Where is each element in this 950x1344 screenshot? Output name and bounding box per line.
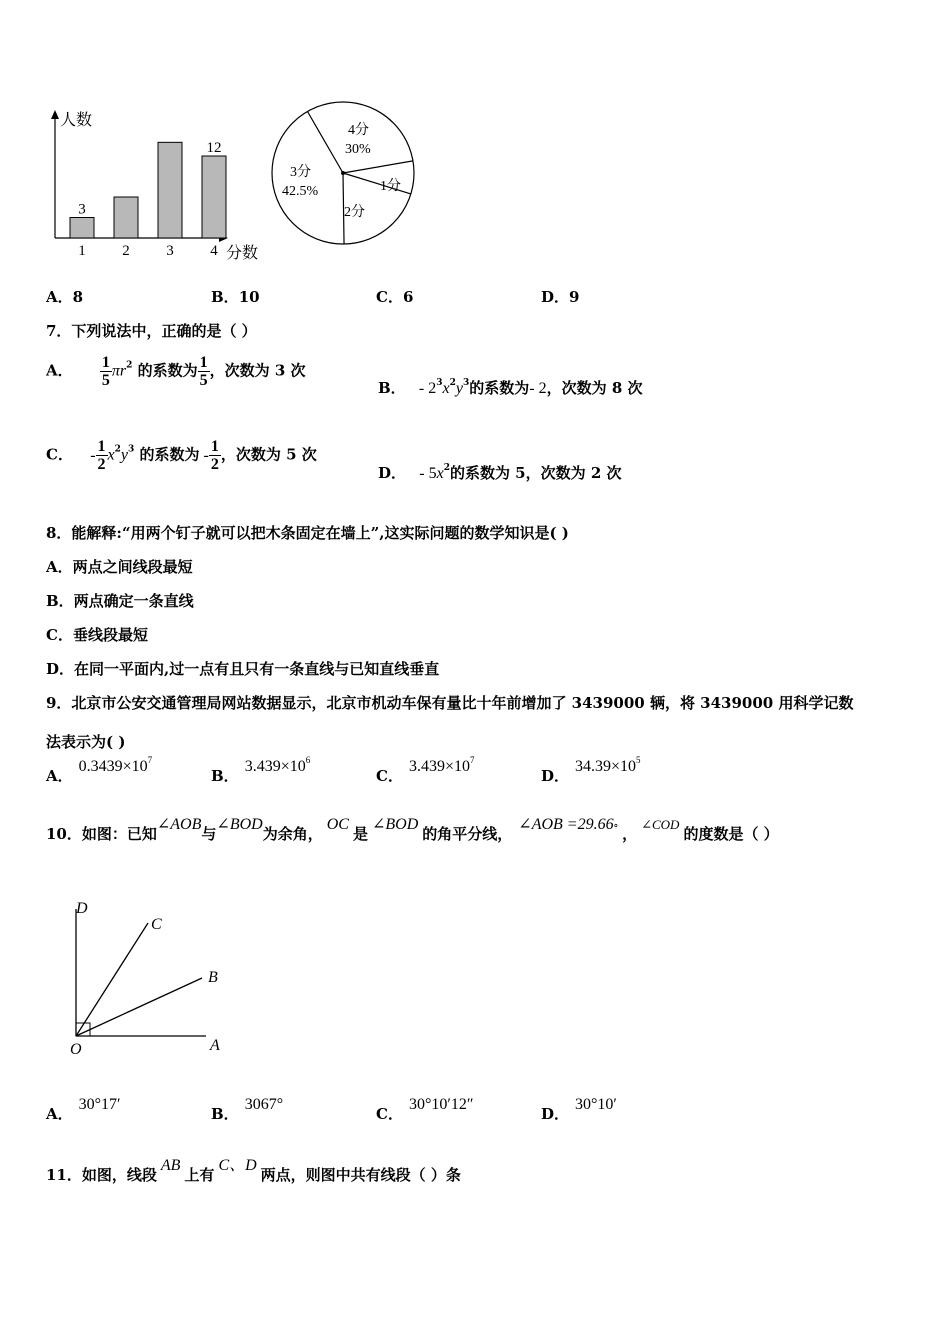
x-tick-label: 4 xyxy=(210,243,218,259)
bar-chart-xlabel: 分数 xyxy=(226,245,259,262)
label-o: O xyxy=(70,1041,82,1058)
q6-option-c: C．6 xyxy=(376,288,414,306)
q6-option-d: D．9 xyxy=(541,288,580,306)
bar-chart-ylabel: 人数 xyxy=(60,112,93,129)
label-b: B xyxy=(208,969,218,986)
pie-label-1: 1分 xyxy=(380,179,401,194)
q7-option-b: B． - $2^3x^2y^3$的系数为- 2，次数为 8 次 xyxy=(378,378,643,397)
label-a: A xyxy=(210,1037,220,1054)
label-c: C xyxy=(151,916,162,933)
q10-option-b: B．3067° xyxy=(211,1096,284,1123)
bar-4 xyxy=(202,156,226,238)
q10-option-a: A．30°17′ xyxy=(46,1096,121,1123)
q6-option-b: B．10 xyxy=(211,288,260,306)
bar-3 xyxy=(158,142,182,238)
pie-percent-3: 42.5% xyxy=(282,184,319,199)
bar-data-label: 3 xyxy=(78,201,86,218)
label-d: D xyxy=(76,900,88,917)
q9-option-d: D．$34.39\times 10^5$ xyxy=(541,755,641,785)
q9-stem-line1: 9．北京市公安交通管理局网站数据显示，北京市机动车保有量比十年前增加了 3439000 辆，将 3439000 用科学记数 xyxy=(46,694,854,712)
bar-chart xyxy=(40,100,270,270)
q9-option-c: C．$3.439\times 10^7$ xyxy=(376,755,475,785)
angle-figure xyxy=(64,895,234,1065)
q10-stem: 10．如图：已知∠AOB与∠BOD为余角，OC是∠BOD的角平分线，∠AOB =29.66° ，∠COD的度数是（ ） xyxy=(46,816,779,843)
q8-option-a: A．两点之间线段最短 xyxy=(46,558,193,576)
q10-option-d: D．30°10′ xyxy=(541,1096,617,1123)
y-axis-arrow xyxy=(51,110,59,119)
q8-option-c: C．垂线段最短 xyxy=(46,626,148,644)
q9-option-a: A．$0.3439\times 10^7$ xyxy=(46,755,153,785)
pie-label-3: 3分 xyxy=(290,165,311,180)
pie-chart xyxy=(268,98,418,248)
bar-2 xyxy=(114,197,138,238)
x-tick-label: 2 xyxy=(122,243,130,259)
pie-label-2: 2分 xyxy=(344,205,365,220)
q7-option-a: A． $\frac{1}{5}$ $\pi r^2$ 的系数为 $\frac{1}{5}$ ，次数为 3 次 xyxy=(46,354,306,389)
q8-option-d: D．在同一平面内,过一点有且只有一条直线与已知直线垂直 xyxy=(46,660,440,678)
q8-stem: 8．能解释:“用两个钉子就可以把木条固定在墙上”,这实际问题的数学知识是( ) xyxy=(46,524,569,542)
q10-option-c: C．30°10′12″ xyxy=(376,1096,474,1123)
x-tick-label: 3 xyxy=(166,243,174,259)
q9-stem-line2: 法表示为( ) xyxy=(46,733,126,751)
pie-center xyxy=(341,171,345,175)
x-tick-label: 1 xyxy=(78,243,86,259)
pie-label-4: 4分 xyxy=(348,123,369,138)
q7-option-d: D． - $5x^2$的系数为 5，次数为 2 次 xyxy=(378,463,622,482)
q7-stem: 7．下列说法中，正确的是（ ） xyxy=(46,322,257,340)
q8-option-b: B．两点确定一条直线 xyxy=(46,592,194,610)
q6-option-a: A．8 xyxy=(46,288,84,306)
bar-1 xyxy=(70,218,94,239)
bar-data-label: 12 xyxy=(206,140,222,156)
pie-percent-4: 30% xyxy=(345,142,371,157)
q9-option-b: B．$3.439\times 10^6$ xyxy=(211,755,311,785)
q11-stem: 11．如图，线段AB上有C、D两点，则图中共有线段（ ）条 xyxy=(46,1157,461,1184)
q7-option-c: C． - $\frac{1}{2}$ $x^2y^3$ 的系数为 - $\frac{1}{2}$ ，次数为 5 次 xyxy=(46,438,317,473)
